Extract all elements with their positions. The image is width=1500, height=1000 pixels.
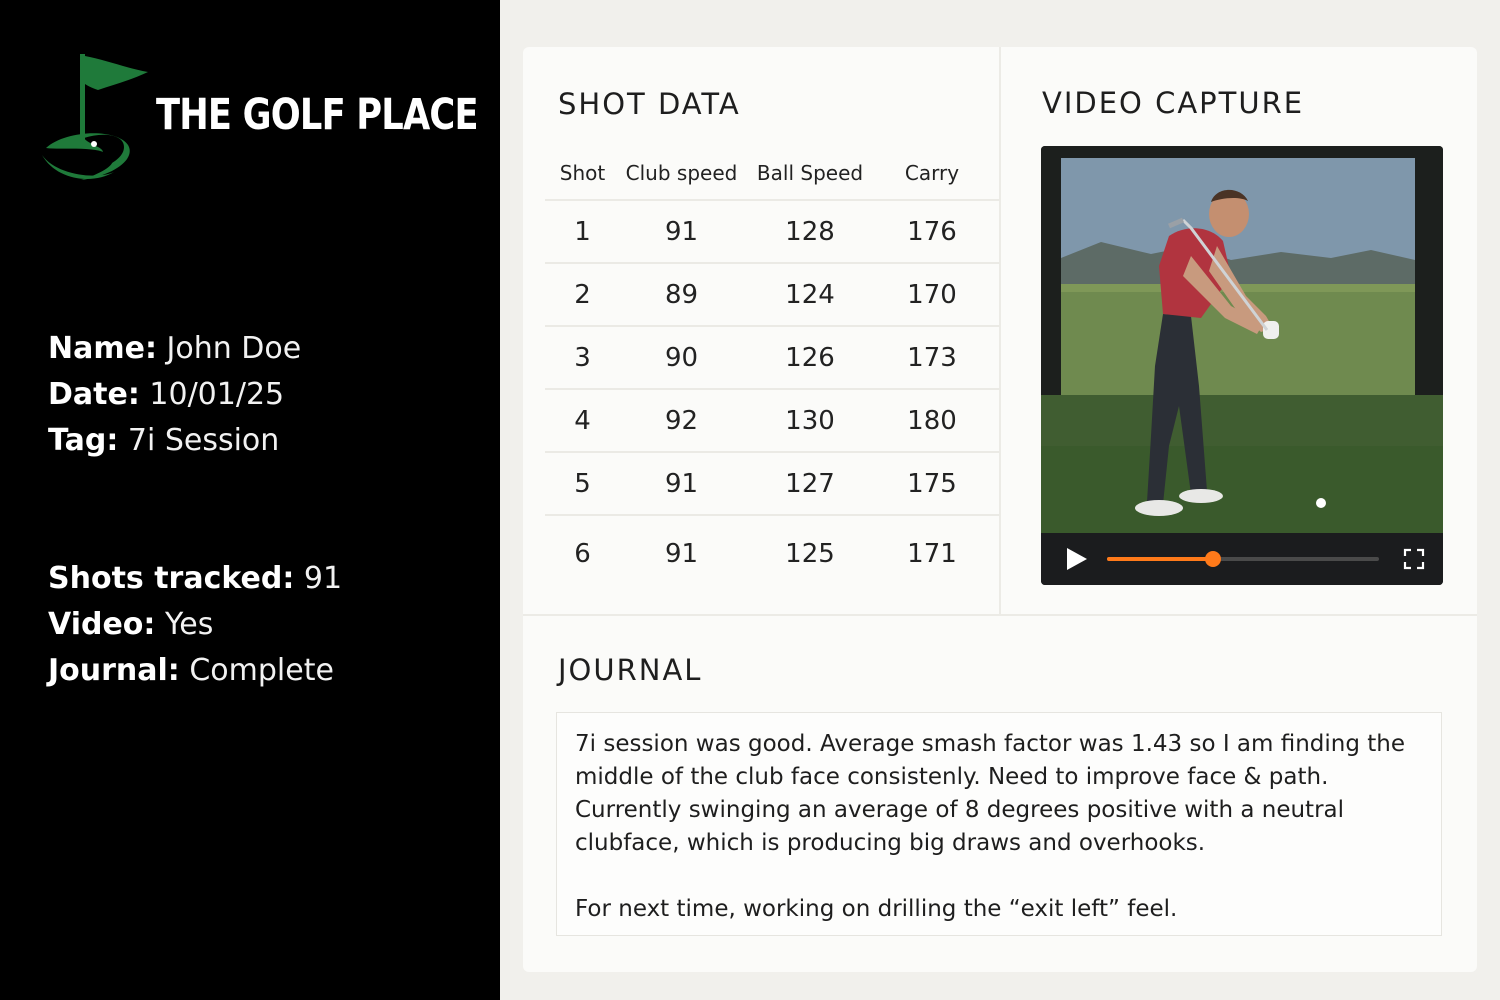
cell-ball-speed: 127 [785, 468, 835, 499]
cell-ball-speed: 126 [785, 342, 835, 373]
table-row [545, 390, 1000, 453]
journal-entry[interactable] [556, 712, 1442, 936]
session-date-row [48, 372, 301, 418]
cell-club-speed: 91 [664, 539, 699, 569]
cell-carry: 180 [907, 405, 957, 436]
cell-shot: 4 [574, 405, 591, 436]
name-value: John Doe [166, 331, 302, 366]
table-row [545, 264, 1000, 327]
brand-name: THE GOLF PLACE [156, 90, 478, 140]
cell-carry: 170 [907, 279, 957, 310]
video-scrubber[interactable] [1107, 557, 1379, 561]
tag-value: 7i Session [127, 423, 280, 458]
cell-shot: 6 [574, 539, 591, 569]
session-stats [48, 556, 342, 694]
table-row [545, 516, 1000, 592]
brand-logo [36, 50, 478, 185]
column-header-carry: Carry [904, 161, 960, 185]
cell-club-speed: 89 [664, 279, 699, 310]
journal-status-row [48, 648, 342, 694]
table-header [545, 147, 1000, 201]
session-info [48, 326, 301, 464]
date-value: 10/01/25 [149, 377, 285, 412]
cell-club-speed: 92 [664, 405, 699, 436]
journal-paragraph: 7i session was good. Average smash factor was 1.43 so I am finding the middle of the club face consistenly. Need to improve face & path. Currently swinging an average of 8 degrees positive with a neutral clubface, which is producing big draws and overhooks. [575, 731, 1406, 856]
session-name-row [48, 326, 301, 372]
cell-club-speed: 90 [664, 342, 699, 373]
shot-data-title: SHOT DATA [558, 87, 741, 121]
cell-carry: 171 [907, 539, 957, 569]
date-label: Date: [48, 377, 140, 412]
cell-ball-speed: 128 [785, 216, 835, 247]
video-controls [1041, 533, 1443, 585]
shots-tracked-value: 91 [303, 561, 343, 596]
cell-carry: 173 [907, 342, 957, 373]
cell-ball-speed: 124 [785, 279, 835, 310]
shots-tracked-row [48, 556, 342, 602]
video-status-value: Yes [164, 607, 214, 642]
cell-ball-speed: 125 [785, 539, 835, 569]
cell-carry: 176 [907, 216, 957, 247]
table-row [545, 327, 1000, 390]
journal-status-value: Complete [189, 653, 334, 688]
video-player[interactable] [1041, 146, 1443, 585]
column-header-club-speed: Club speed [625, 161, 738, 185]
sidebar [0, 0, 500, 1000]
table-row [545, 201, 1000, 264]
video-status-row [48, 602, 342, 648]
session-tag-row [48, 418, 301, 464]
play-icon[interactable] [1063, 546, 1089, 572]
cell-carry: 175 [907, 468, 957, 499]
swing-video-frame [1041, 146, 1443, 533]
column-header-ball-speed: Ball Speed [756, 161, 864, 185]
cell-shot: 2 [574, 279, 591, 310]
fullscreen-icon[interactable] [1403, 548, 1425, 570]
tag-label: Tag: [48, 423, 119, 458]
cell-shot: 1 [574, 216, 591, 247]
shot-data-table [545, 147, 1000, 592]
cell-shot: 5 [574, 468, 591, 499]
cell-club-speed: 91 [664, 216, 699, 247]
cell-ball-speed: 130 [785, 405, 835, 436]
column-header-shot: Shot [559, 161, 606, 185]
video-scrubber-handle[interactable] [1205, 551, 1221, 567]
cell-shot: 3 [574, 342, 591, 373]
video-progress-fill [1107, 557, 1213, 561]
journal-status-label: Journal: [48, 653, 180, 688]
journal-paragraph: For next time, working on drilling the “exit left” feel. [575, 896, 1178, 922]
video-status-label: Video: [48, 607, 156, 642]
session-card [523, 47, 1477, 972]
journal-title: JOURNAL [558, 653, 703, 687]
row-divider [523, 614, 1477, 616]
table-row [545, 453, 1000, 516]
cell-club-speed: 91 [664, 468, 699, 499]
video-capture-title: VIDEO CAPTURE [1042, 86, 1305, 120]
golf-flag-logo-icon [36, 50, 156, 185]
shots-tracked-label: Shots tracked: [48, 561, 295, 596]
name-label: Name: [48, 331, 157, 366]
